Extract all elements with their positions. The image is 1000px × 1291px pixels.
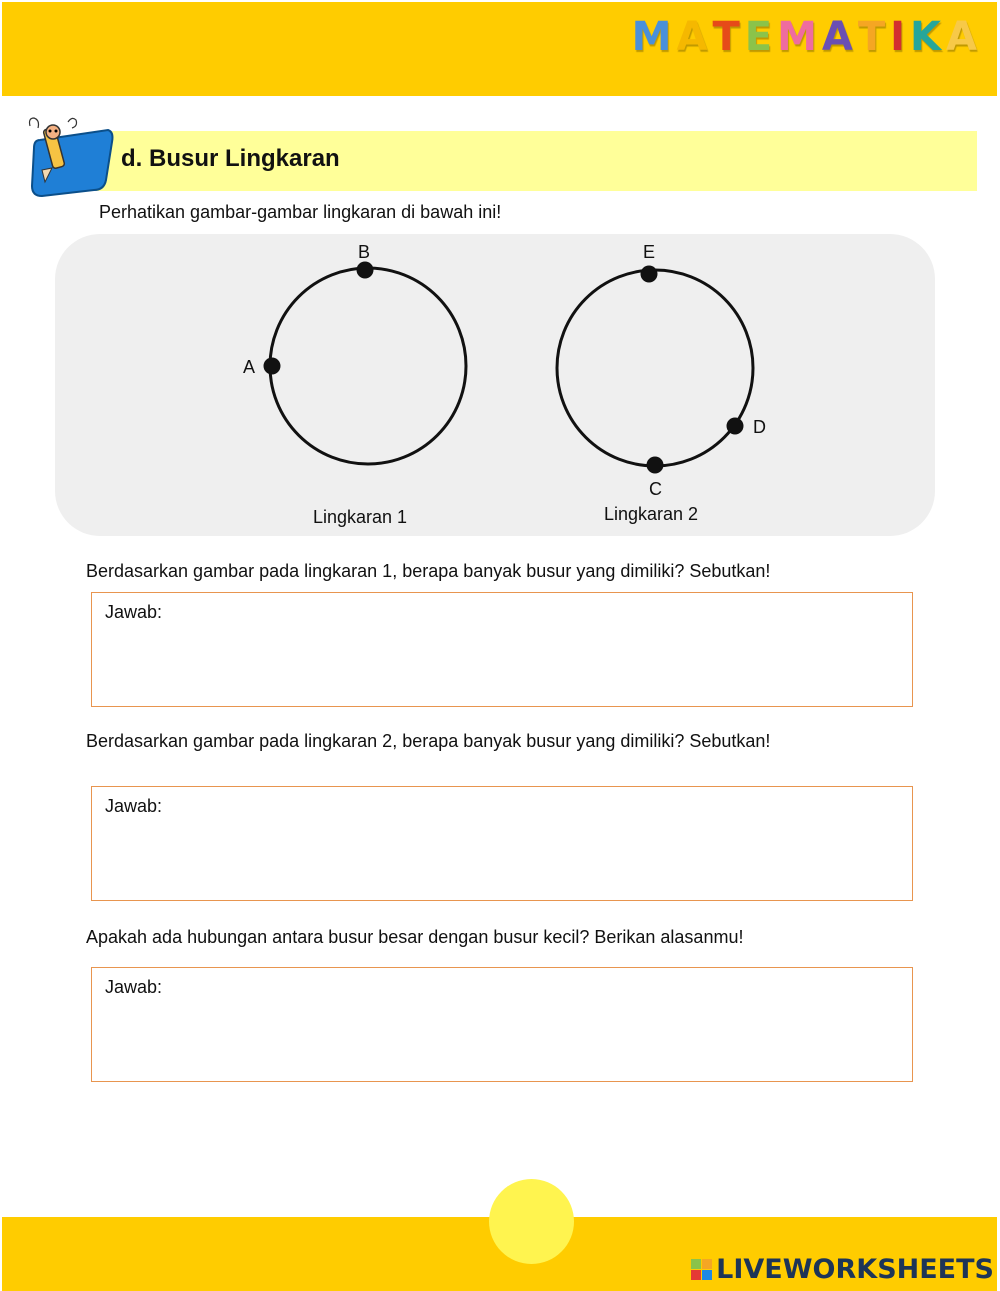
circle-1 bbox=[243, 242, 466, 464]
point-label-d: D bbox=[753, 417, 766, 437]
logo-grid-icon bbox=[691, 1259, 712, 1280]
question-2: Berdasarkan gambar pada lingkaran 2, berapa banyak busur yang dimiliki? Sebutkan! bbox=[86, 731, 771, 751]
brand-letter: A bbox=[946, 14, 978, 60]
brand-letter: T bbox=[857, 14, 887, 60]
page-dot-decoration bbox=[489, 1179, 574, 1264]
question-1: Berdasarkan gambar pada lingkaran 1, berapa banyak busur yang dimiliki? Sebutkan! bbox=[86, 561, 771, 581]
answer-box-1[interactable] bbox=[91, 592, 913, 707]
point-label-a: A bbox=[243, 357, 256, 377]
answer-box-3[interactable] bbox=[91, 967, 913, 1082]
brand-letter: I bbox=[890, 14, 907, 60]
brand-letter: T bbox=[712, 14, 741, 60]
point-e bbox=[641, 266, 658, 283]
answer-label: Jawab: bbox=[105, 796, 163, 816]
answer-label: Jawab: bbox=[105, 977, 163, 997]
intro-instruction: Perhatikan gambar-gambar lingkaran di bawah ini! bbox=[99, 202, 502, 222]
point-a bbox=[264, 358, 281, 375]
circle-2-caption: Lingkaran 2 bbox=[604, 504, 699, 524]
answer-label: Jawab: bbox=[105, 602, 163, 622]
point-label-e: E bbox=[643, 242, 656, 262]
section-title: d. Busur Lingkaran bbox=[121, 145, 340, 172]
brand-letter: M bbox=[631, 14, 673, 60]
point-b bbox=[357, 262, 374, 279]
point-label-c: C bbox=[649, 479, 662, 499]
question-3: Apakah ada hubungan antara busur besar dengan busur kecil? Berikan alasanmu! bbox=[86, 927, 744, 947]
brand-letter: E bbox=[744, 14, 774, 60]
liveworksheets-logo bbox=[691, 1254, 994, 1285]
circle-2 bbox=[557, 242, 766, 499]
logo-text: LIVEWORKSHEETS bbox=[716, 1254, 994, 1285]
point-c bbox=[647, 457, 664, 474]
brand-letter: M bbox=[777, 14, 818, 60]
circle-1-caption: Lingkaran 1 bbox=[313, 507, 408, 527]
answer-box-2[interactable] bbox=[91, 786, 913, 901]
point-d bbox=[727, 418, 744, 435]
point-label-b: B bbox=[358, 242, 371, 262]
brand-letter: A bbox=[821, 14, 854, 60]
circle-figures bbox=[0, 0, 1000, 560]
brand-letter: A bbox=[676, 14, 709, 60]
brand-letter: K bbox=[910, 14, 943, 60]
